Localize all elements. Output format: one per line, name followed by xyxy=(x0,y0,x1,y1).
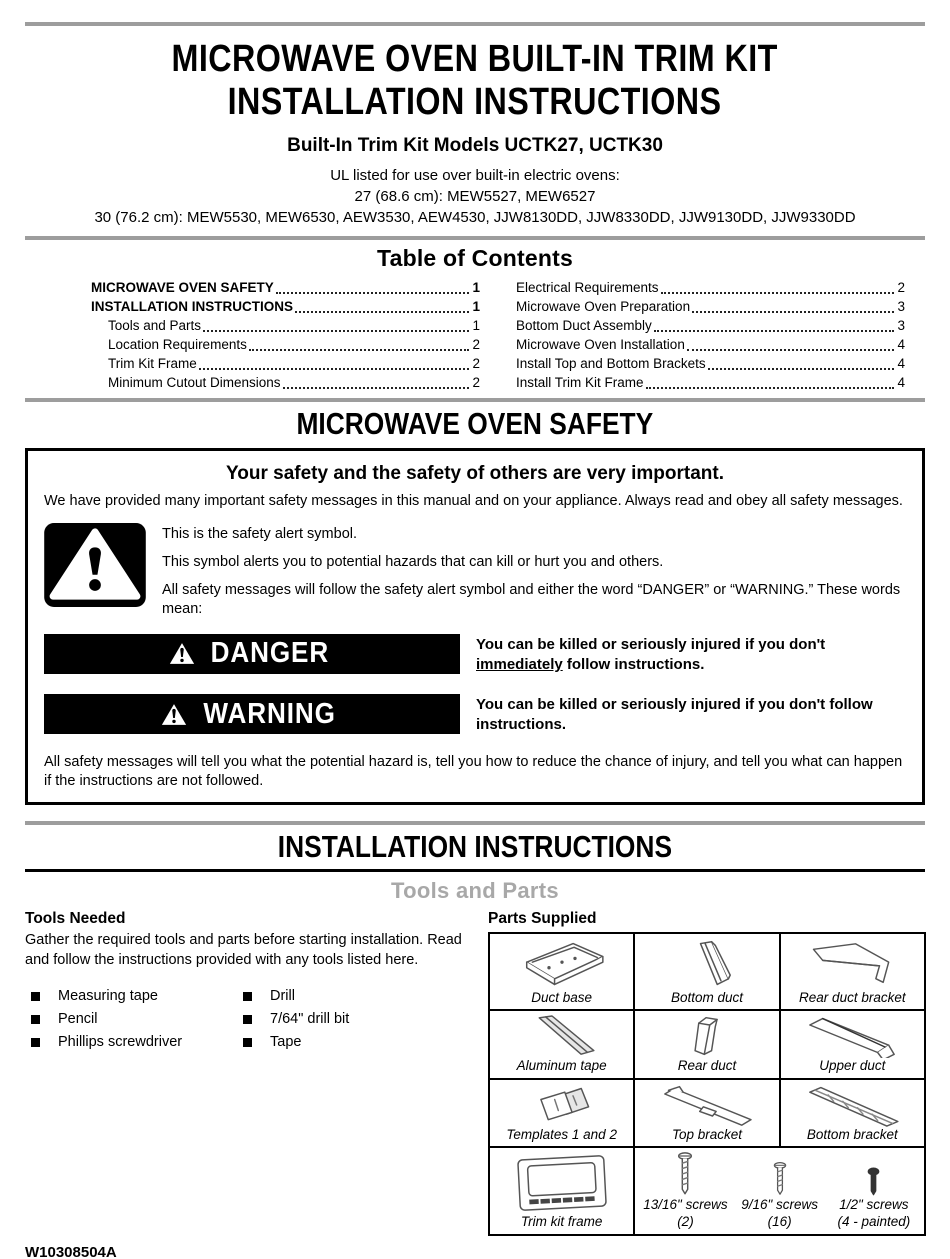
toc-entry: MICROWAVE OVEN SAFETY 1 xyxy=(91,280,480,296)
bullet-icon xyxy=(243,1015,252,1024)
header-divider xyxy=(25,236,925,240)
screw-label: 1/2" screws (4 - painted) xyxy=(837,1197,911,1229)
dot-leader xyxy=(708,368,895,370)
safety-box xyxy=(25,448,925,805)
safety-alert-row xyxy=(44,523,906,618)
warning-row xyxy=(44,694,906,736)
screw-label: 13/16" screws (2) xyxy=(643,1197,728,1229)
part-label: Bottom duct xyxy=(670,989,744,1005)
toc-left-column xyxy=(91,278,480,392)
tool-item: 7/64" drill bit xyxy=(243,1008,468,1031)
duct-base-image xyxy=(493,938,630,990)
ul-line-1: UL listed for use over built-in electric ovens: xyxy=(330,167,620,185)
dot-leader xyxy=(249,349,470,351)
part-cell-duct-base xyxy=(489,933,634,1010)
dot-leader xyxy=(203,330,469,332)
top-bracket-image xyxy=(638,1083,775,1127)
rear-duct-image xyxy=(638,1014,775,1058)
part-cell-top-bracket xyxy=(634,1079,779,1148)
safety-intro: We have provided many important safety messages in this manual and on your appliance. Always read and obey all safety messages. xyxy=(44,492,903,509)
safety-install-divider xyxy=(25,821,925,825)
toc-entry: Trim Kit Frame 2 xyxy=(108,356,480,372)
part-label: Aluminum tape xyxy=(516,1058,607,1074)
screw-group-1-2 xyxy=(827,1167,921,1231)
screw-9-16-icon xyxy=(772,1161,788,1197)
part-cell-bottom-bracket xyxy=(780,1079,925,1148)
alert-line-2: This symbol alerts you to potential hazards that can kill or hurt you and others. xyxy=(162,554,664,571)
part-cell-templates xyxy=(489,1079,634,1148)
document-header xyxy=(25,38,925,228)
part-cell-rear-duct-bracket xyxy=(780,933,925,1010)
parts-supplied-column xyxy=(488,910,926,1235)
toc-entry: Location Requirements 2 xyxy=(108,337,480,353)
toc-title: Table of Contents xyxy=(377,245,573,272)
part-label: Duct base xyxy=(531,989,593,1005)
bullet-icon xyxy=(31,1038,40,1047)
parts-supplied-heading: Parts Supplied xyxy=(488,910,597,928)
toc-right-column xyxy=(516,278,905,392)
tool-item: Pencil xyxy=(31,1008,243,1031)
dot-leader xyxy=(646,387,895,389)
screw-1-2-icon xyxy=(866,1167,881,1197)
screw-group-13-16 xyxy=(638,1151,732,1231)
tools-needed-heading: Tools Needed xyxy=(25,910,126,928)
safety-alert-text xyxy=(162,523,906,618)
alert-line-1: This is the safety alert symbol. xyxy=(162,526,358,543)
bullet-icon xyxy=(31,992,40,1001)
part-label: Rear duct bracket xyxy=(799,989,906,1005)
tools-needed-column xyxy=(25,910,468,1235)
bullet-icon xyxy=(31,1015,40,1024)
bullet-icon xyxy=(243,1038,252,1047)
dot-leader xyxy=(283,387,470,389)
danger-description: You can be killed or seriously injured if you don't immediately follow instructions. xyxy=(476,635,826,673)
screw-group-9-16 xyxy=(733,1161,827,1231)
toc-entry: Tools and Parts 1 xyxy=(108,318,480,334)
danger-label: DANGER xyxy=(210,637,329,670)
toc-entry: Minimum Cutout Dimensions 2 xyxy=(108,375,480,391)
part-label: Top bracket xyxy=(671,1126,743,1142)
safety-outro: All safety messages will tell you what the potential hazard is, tell you how to reduce the chance of injury, and tell you what can happen if the instructions are not followed. xyxy=(44,753,903,790)
install-section-title: INSTALLATION INSTRUCTIONS xyxy=(277,828,673,864)
part-cell-upper-duct xyxy=(780,1010,925,1079)
toc-entry: Install Trim Kit Frame 4 xyxy=(516,375,905,391)
part-label: Bottom bracket xyxy=(806,1126,898,1142)
toc-entry: Microwave Oven Installation 4 xyxy=(516,337,905,353)
danger-row xyxy=(44,634,906,676)
dot-leader xyxy=(276,292,470,294)
document-title xyxy=(25,38,925,123)
safety-section-title: MICROWAVE OVEN SAFETY xyxy=(296,406,654,442)
part-cell-bottom-duct xyxy=(634,933,779,1010)
dot-leader xyxy=(654,330,895,332)
part-label: Rear duct xyxy=(677,1058,737,1074)
safety-alert-icon xyxy=(44,523,146,612)
warning-triangle-icon xyxy=(161,703,187,726)
tool-item: Measuring tape xyxy=(31,985,243,1008)
upper-duct-image xyxy=(784,1014,921,1058)
table-of-contents xyxy=(25,272,925,398)
title-line-2: INSTALLATION INSTRUCTIONS xyxy=(228,80,722,123)
templates-image xyxy=(493,1083,630,1127)
tool-item: Tape xyxy=(243,1031,468,1054)
part-label: Templates 1 and 2 xyxy=(506,1126,617,1142)
install-heading-divider xyxy=(25,869,925,872)
screw-13-16-icon xyxy=(676,1151,694,1197)
toc-entry: Microwave Oven Preparation 3 xyxy=(516,299,905,315)
tool-item: Phillips screwdriver xyxy=(31,1031,243,1054)
warning-bar xyxy=(44,694,460,734)
warning-triangle-icon xyxy=(169,642,195,665)
bottom-duct-image xyxy=(638,938,775,990)
warning-description: You can be killed or seriously injured if you don't follow instructions. xyxy=(476,696,873,734)
part-label: Trim kit frame xyxy=(520,1214,603,1230)
screws-row xyxy=(638,1151,921,1231)
top-divider xyxy=(25,22,925,26)
part-cell-aluminum-tape xyxy=(489,1010,634,1079)
tools-list-1 xyxy=(25,985,243,1054)
toc-entry: Install Top and Bottom Brackets 4 xyxy=(516,356,905,372)
safety-box-title: Your safety and the safety of others are very important. xyxy=(225,462,724,484)
dot-leader xyxy=(692,311,894,313)
screws-cell xyxy=(634,1147,925,1234)
models-line: Built-In Trim Kit Models UCTK27, UCTK30 xyxy=(287,135,663,157)
alert-line-3: All safety messages will follow the safety alert symbol and either the word “DANGER” or “WARNING.” These words mean: xyxy=(162,581,901,617)
title-line-1: MICROWAVE OVEN BUILT-IN TRIM KIT xyxy=(171,38,779,80)
aluminum-tape-image xyxy=(493,1014,630,1058)
document-number: W10308504A xyxy=(25,1243,117,1259)
bottom-bracket-image xyxy=(784,1083,921,1127)
tools-parts-columns xyxy=(25,910,925,1235)
toc-entry: Bottom Duct Assembly 3 xyxy=(516,318,905,334)
warning-label: WARNING xyxy=(203,697,336,730)
part-cell-trim-kit-frame xyxy=(489,1147,634,1234)
tools-list-2 xyxy=(243,985,468,1054)
ul-line-2: 27 (68.6 cm): MEW5527, MEW6527 xyxy=(354,188,596,206)
dot-leader xyxy=(199,368,470,370)
toc-entry: INSTALLATION INSTRUCTIONS 1 xyxy=(91,299,480,315)
tools-intro: Gather the required tools and parts before starting installation. Read and follow the instructions provided with any tools listed here. xyxy=(25,932,462,968)
bullet-icon xyxy=(243,992,252,1001)
dot-leader xyxy=(687,349,895,351)
tools-lists xyxy=(25,985,468,1054)
ul-line-3: 30 (76.2 cm): MEW5530, MEW6530, AEW3530, AEW4530, JJW8130DD, JJW8330DD, JJW9130DD, JJW9330DD xyxy=(94,209,856,227)
tools-and-parts-title: Tools and Parts xyxy=(391,878,559,904)
ul-listing xyxy=(25,165,925,228)
dot-leader xyxy=(661,292,895,294)
trim-kit-frame-image xyxy=(493,1152,630,1214)
part-label: Upper duct xyxy=(819,1058,886,1074)
toc-entry: Electrical Requirements 2 xyxy=(516,280,905,296)
parts-table xyxy=(488,932,926,1235)
screw-label: 9/16" screws (16) xyxy=(741,1197,819,1229)
dot-leader xyxy=(295,311,469,313)
part-cell-rear-duct xyxy=(634,1010,779,1079)
rear-duct-bracket-image xyxy=(784,938,921,990)
tool-item: Drill xyxy=(243,985,468,1008)
toc-divider xyxy=(25,398,925,402)
danger-bar xyxy=(44,634,460,674)
